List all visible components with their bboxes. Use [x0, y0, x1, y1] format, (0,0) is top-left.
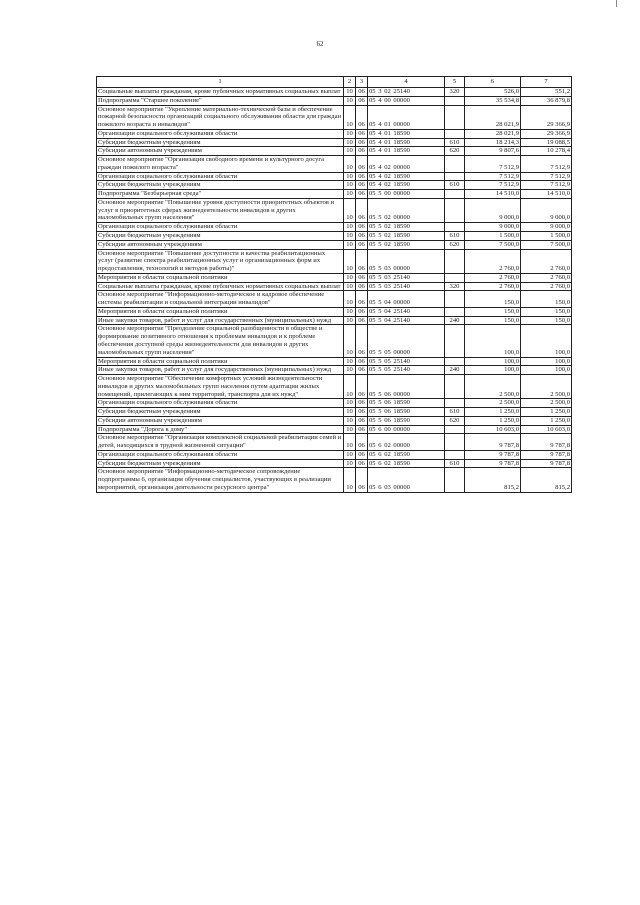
- table-row: [97, 273, 572, 282]
- row-section-cell: 10: [344, 416, 356, 425]
- row-amount-col7-cell: 100,0: [521, 325, 572, 357]
- row-amount-col6-cell: 2 760,0: [465, 249, 521, 273]
- table-row: [97, 325, 572, 357]
- row-expense-type-cell: [445, 307, 465, 316]
- row-subsection-cell: 06: [356, 450, 368, 459]
- row-expense-type-cell: 240: [445, 366, 465, 375]
- row-name-cell: Иные закупки товаров, работ и услуг для государственных (муниципальных) нужд: [97, 366, 344, 375]
- table-row: [97, 408, 572, 417]
- row-name-cell: Мероприятия в области социальной политики: [97, 273, 344, 282]
- row-subsection-cell: 06: [356, 282, 368, 291]
- table-row: [97, 316, 572, 325]
- row-section-cell: 10: [344, 105, 356, 129]
- row-amount-col7-cell: 150,0: [521, 291, 572, 308]
- row-subsection-cell: 06: [356, 190, 368, 199]
- row-target-code-cell: 05 3 02 25140: [368, 88, 445, 97]
- row-subsection-cell: 06: [356, 249, 368, 273]
- row-section-cell: 10: [344, 408, 356, 417]
- row-amount-col7-cell: 2 760,0: [521, 282, 572, 291]
- row-name-cell: Социальные выплаты гражданам, кроме публичных нормативных социальных выплат: [97, 88, 344, 97]
- row-target-code-cell: 05 5 04 25140: [368, 307, 445, 316]
- header-col-2: 2: [344, 77, 356, 88]
- row-expense-type-cell: [445, 375, 465, 399]
- row-amount-col6-cell: 2 760,0: [465, 273, 521, 282]
- row-amount-col6-cell: 35 534,8: [465, 96, 521, 105]
- row-subsection-cell: 06: [356, 307, 368, 316]
- row-name-cell: Основное мероприятие "Укрепление материально-технической базы и обеспечение пожарной безопасности организаций социального обслуживания области для граждан пожилого возраста и инвалидов": [97, 105, 344, 129]
- row-section-cell: 10: [344, 459, 356, 468]
- row-section-cell: 10: [344, 316, 356, 325]
- table-row: [97, 425, 572, 434]
- row-subsection-cell: 06: [356, 366, 368, 375]
- row-expense-type-cell: 610: [445, 408, 465, 417]
- row-amount-col7-cell: 9 787,8: [521, 450, 572, 459]
- row-section-cell: 10: [344, 96, 356, 105]
- row-section-cell: 10: [344, 181, 356, 190]
- row-amount-col6-cell: 1 500,0: [465, 232, 521, 241]
- row-amount-col7-cell: 29 366,9: [521, 129, 572, 138]
- row-amount-col7-cell: 7 512,9: [521, 172, 572, 181]
- row-amount-col7-cell: 815,2: [521, 468, 572, 492]
- row-name-cell: Организации социального обслуживания области: [97, 172, 344, 181]
- row-amount-col7-cell: 100,0: [521, 357, 572, 366]
- row-subsection-cell: 06: [356, 198, 368, 222]
- row-section-cell: 10: [344, 138, 356, 147]
- row-amount-col6-cell: 9 787,8: [465, 450, 521, 459]
- row-section-cell: 10: [344, 232, 356, 241]
- row-amount-col7-cell: 150,0: [521, 316, 572, 325]
- table-row: [97, 138, 572, 147]
- row-target-code-cell: 05 4 02 18590: [368, 181, 445, 190]
- row-amount-col7-cell: 10 278,4: [521, 147, 572, 156]
- row-subsection-cell: 06: [356, 105, 368, 129]
- row-expense-type-cell: 320: [445, 88, 465, 97]
- row-amount-col7-cell: 100,0: [521, 366, 572, 375]
- row-name-cell: Субсидии автономным учреждениям: [97, 240, 344, 249]
- row-amount-col7-cell: 7 512,9: [521, 181, 572, 190]
- row-subsection-cell: 06: [356, 291, 368, 308]
- row-target-code-cell: 05 5 05 00000: [368, 325, 445, 357]
- table-row: [97, 129, 572, 138]
- row-target-code-cell: 05 5 06 00000: [368, 375, 445, 399]
- row-section-cell: 10: [344, 366, 356, 375]
- row-section-cell: 10: [344, 291, 356, 308]
- row-section-cell: 10: [344, 147, 356, 156]
- row-name-cell: Субсидии автономным учреждениям: [97, 147, 344, 156]
- row-target-code-cell: 05 6 02 18590: [368, 450, 445, 459]
- row-expense-type-cell: 610: [445, 232, 465, 241]
- row-name-cell: Субсидии бюджетным учреждениям: [97, 181, 344, 190]
- row-section-cell: 10: [344, 282, 356, 291]
- row-expense-type-cell: [445, 434, 465, 451]
- row-amount-col6-cell: 150,0: [465, 316, 521, 325]
- row-target-code-cell: 05 6 02 00000: [368, 434, 445, 451]
- row-subsection-cell: 06: [356, 147, 368, 156]
- page-number: 62: [316, 40, 324, 48]
- row-name-cell: Основное мероприятие "Повышение уровня доступности приоритетных объектов и услуг в приоритетных сферах жизнедеятельности инвалидов и других маломобильных групп населения": [97, 198, 344, 222]
- header-col-1: 1: [97, 77, 344, 88]
- row-section-cell: 10: [344, 88, 356, 97]
- row-amount-col7-cell: 9 787,8: [521, 459, 572, 468]
- row-amount-col7-cell: 14 510,0: [521, 190, 572, 199]
- row-section-cell: 10: [344, 190, 356, 199]
- row-subsection-cell: 06: [356, 232, 368, 241]
- row-amount-col6-cell: 9 000,0: [465, 223, 521, 232]
- row-amount-col6-cell: 100,0: [465, 325, 521, 357]
- row-target-code-cell: 05 4 01 18590: [368, 147, 445, 156]
- row-target-code-cell: 05 5 06 18590: [368, 399, 445, 408]
- row-section-cell: 10: [344, 425, 356, 434]
- row-section-cell: 10: [344, 198, 356, 222]
- row-name-cell: Субсидии бюджетным учреждениям: [97, 138, 344, 147]
- row-section-cell: 10: [344, 129, 356, 138]
- row-expense-type-cell: [445, 198, 465, 222]
- header-col-4: 4: [368, 77, 445, 88]
- row-name-cell: Социальные выплаты гражданам, кроме публичных нормативных социальных выплат: [97, 282, 344, 291]
- row-amount-col7-cell: 7 512,9: [521, 156, 572, 173]
- table-row: [97, 105, 572, 129]
- row-amount-col7-cell: 2 760,0: [521, 249, 572, 273]
- row-amount-col6-cell: 28 021,9: [465, 105, 521, 129]
- row-target-code-cell: 05 6 03 00000: [368, 468, 445, 492]
- row-expense-type-cell: 240: [445, 316, 465, 325]
- row-amount-col7-cell: 19 088,5: [521, 138, 572, 147]
- row-expense-type-cell: [445, 190, 465, 199]
- row-amount-col7-cell: 2 500,0: [521, 375, 572, 399]
- row-subsection-cell: 06: [356, 129, 368, 138]
- row-section-cell: 10: [344, 434, 356, 451]
- row-amount-col7-cell: 7 500,0: [521, 240, 572, 249]
- row-expense-type-cell: [445, 223, 465, 232]
- row-amount-col7-cell: 29 366,9: [521, 105, 572, 129]
- row-amount-col6-cell: 100,0: [465, 366, 521, 375]
- table-row: [97, 307, 572, 316]
- row-subsection-cell: 06: [356, 240, 368, 249]
- row-name-cell: Мероприятия в области социальной политики: [97, 357, 344, 366]
- table-row: [97, 399, 572, 408]
- row-expense-type-cell: [445, 156, 465, 173]
- row-expense-type-cell: 320: [445, 282, 465, 291]
- row-name-cell: Организации социального обслуживания области: [97, 129, 344, 138]
- row-expense-type-cell: 620: [445, 416, 465, 425]
- row-target-code-cell: 05 5 02 18590: [368, 232, 445, 241]
- row-section-cell: 10: [344, 307, 356, 316]
- table-row: [97, 240, 572, 249]
- row-amount-col6-cell: 28 021,9: [465, 129, 521, 138]
- row-name-cell: Основное мероприятие "Повышение доступности и качества реабилитационных услуг (развитие спектра реабилитационных услуг и организационных форм их предоставления, технологий и методов работы)": [97, 249, 344, 273]
- row-expense-type-cell: 610: [445, 459, 465, 468]
- row-amount-col7-cell: 1 250,0: [521, 416, 572, 425]
- row-amount-col6-cell: 1 250,0: [465, 408, 521, 417]
- table-row: [97, 416, 572, 425]
- row-target-code-cell: 05 4 01 18590: [368, 138, 445, 147]
- row-name-cell: Подпрограмма "Старшее поколение": [97, 96, 344, 105]
- table-row: [97, 172, 572, 181]
- row-subsection-cell: 06: [356, 399, 368, 408]
- row-subsection-cell: 06: [356, 468, 368, 492]
- row-subsection-cell: 06: [356, 172, 368, 181]
- row-name-cell: Организации социального обслуживания области: [97, 223, 344, 232]
- row-amount-col6-cell: 9 787,8: [465, 434, 521, 451]
- row-name-cell: Организации социального обслуживания области: [97, 399, 344, 408]
- row-section-cell: 10: [344, 172, 356, 181]
- row-target-code-cell: 05 5 06 18590: [368, 408, 445, 417]
- row-section-cell: 10: [344, 223, 356, 232]
- row-target-code-cell: 05 6 00 00000: [368, 425, 445, 434]
- row-section-cell: 10: [344, 357, 356, 366]
- table-row: [97, 249, 572, 273]
- row-amount-col6-cell: 2 500,0: [465, 399, 521, 408]
- row-subsection-cell: 06: [356, 425, 368, 434]
- row-subsection-cell: 06: [356, 408, 368, 417]
- row-amount-col7-cell: 1 250,0: [521, 408, 572, 417]
- row-amount-col7-cell: 10 603,0: [521, 425, 572, 434]
- row-amount-col6-cell: 10 603,0: [465, 425, 521, 434]
- row-subsection-cell: 06: [356, 181, 368, 190]
- table-row: [97, 223, 572, 232]
- row-target-code-cell: 05 5 02 18590: [368, 240, 445, 249]
- table-row: [97, 459, 572, 468]
- row-target-code-cell: 05 4 02 18590: [368, 172, 445, 181]
- row-name-cell: Субсидии бюджетным учреждениям: [97, 408, 344, 417]
- table-row: [97, 375, 572, 399]
- row-amount-col6-cell: 7 512,9: [465, 181, 521, 190]
- row-amount-col6-cell: 18 214,3: [465, 138, 521, 147]
- row-target-code-cell: 05 5 04 25140: [368, 316, 445, 325]
- row-name-cell: Основное мероприятие "Обеспечение комфортных условий жизнедеятельности инвалидов и других маломобильных групп населения путем адаптации жилых помещений, прилегающих к ним территорий, транспорта для их нужд": [97, 375, 344, 399]
- row-target-code-cell: 05 4 01 00000: [368, 105, 445, 129]
- row-amount-col7-cell: 36 879,8: [521, 96, 572, 105]
- row-amount-col6-cell: 9 787,8: [465, 459, 521, 468]
- row-expense-type-cell: [445, 399, 465, 408]
- row-amount-col7-cell: 2 500,0: [521, 399, 572, 408]
- row-name-cell: Субсидии бюджетным учреждениям: [97, 459, 344, 468]
- row-amount-col6-cell: 1 250,0: [465, 416, 521, 425]
- table-row: [97, 468, 572, 492]
- row-amount-col7-cell: 150,0: [521, 307, 572, 316]
- table-row: [97, 96, 572, 105]
- header-col-7: 7: [521, 77, 572, 88]
- table-row: [97, 190, 572, 199]
- row-target-code-cell: 05 5 02 00000: [368, 198, 445, 222]
- row-amount-col6-cell: 2 500,0: [465, 375, 521, 399]
- row-expense-type-cell: 610: [445, 181, 465, 190]
- table-row: [97, 232, 572, 241]
- row-expense-type-cell: [445, 325, 465, 357]
- row-subsection-cell: 06: [356, 96, 368, 105]
- row-expense-type-cell: [445, 172, 465, 181]
- row-subsection-cell: 06: [356, 325, 368, 357]
- row-target-code-cell: 05 5 05 25140: [368, 366, 445, 375]
- row-target-code-cell: 05 5 03 25140: [368, 273, 445, 282]
- row-section-cell: 10: [344, 240, 356, 249]
- table-row: [97, 366, 572, 375]
- row-expense-type-cell: [445, 96, 465, 105]
- table-row: [97, 147, 572, 156]
- row-section-cell: 10: [344, 375, 356, 399]
- row-target-code-cell: 05 5 03 00000: [368, 249, 445, 273]
- row-target-code-cell: 05 6 02 18590: [368, 459, 445, 468]
- row-subsection-cell: 06: [356, 316, 368, 325]
- row-subsection-cell: 06: [356, 223, 368, 232]
- row-name-cell: Подпрограмма "Дорога к дому": [97, 425, 344, 434]
- row-target-code-cell: 05 4 01 18590: [368, 129, 445, 138]
- table-row: [97, 434, 572, 451]
- row-expense-type-cell: 610: [445, 138, 465, 147]
- row-subsection-cell: 06: [356, 138, 368, 147]
- row-target-code-cell: 05 5 05 25140: [368, 357, 445, 366]
- row-name-cell: Подпрограмма "Безбарьерная среда": [97, 190, 344, 199]
- row-subsection-cell: 06: [356, 375, 368, 399]
- row-subsection-cell: 06: [356, 459, 368, 468]
- row-expense-type-cell: [445, 450, 465, 459]
- row-section-cell: 10: [344, 156, 356, 173]
- row-target-code-cell: 05 5 06 18590: [368, 416, 445, 425]
- row-section-cell: 10: [344, 399, 356, 408]
- row-subsection-cell: 06: [356, 434, 368, 451]
- row-amount-col7-cell: 9 000,0: [521, 198, 572, 222]
- row-expense-type-cell: [445, 129, 465, 138]
- row-amount-col7-cell: 2 760,0: [521, 273, 572, 282]
- row-expense-type-cell: [445, 105, 465, 129]
- row-amount-col6-cell: 150,0: [465, 291, 521, 308]
- row-target-code-cell: 05 5 00 00000: [368, 190, 445, 199]
- table-row: [97, 181, 572, 190]
- row-section-cell: 10: [344, 273, 356, 282]
- row-amount-col7-cell: 9 787,8: [521, 434, 572, 451]
- row-expense-type-cell: [445, 291, 465, 308]
- row-target-code-cell: 05 5 02 18590: [368, 223, 445, 232]
- row-target-code-cell: 05 5 03 25140: [368, 282, 445, 291]
- table-row: [97, 88, 572, 97]
- row-expense-type-cell: 620: [445, 147, 465, 156]
- table-row: [97, 291, 572, 308]
- table-row: [97, 156, 572, 173]
- row-name-cell: Основное мероприятие "Организация свободного времени и культурного досуга граждан пожилого возраста": [97, 156, 344, 173]
- row-amount-col7-cell: 551,2: [521, 88, 572, 97]
- row-subsection-cell: 06: [356, 416, 368, 425]
- row-subsection-cell: 06: [356, 357, 368, 366]
- row-amount-col6-cell: 7 512,9: [465, 172, 521, 181]
- row-name-cell: Субсидии автономным учреждениям: [97, 416, 344, 425]
- row-section-cell: 10: [344, 450, 356, 459]
- scan-edge-mark: [616, 0, 617, 7]
- row-amount-col6-cell: 9 000,0: [465, 198, 521, 222]
- table-row: [97, 282, 572, 291]
- table-header-row: [97, 77, 572, 88]
- row-subsection-cell: 06: [356, 156, 368, 173]
- row-name-cell: Организации социального обслуживания области: [97, 450, 344, 459]
- row-name-cell: Основное мероприятие "Организация комплексной социальной реабилитации семей и детей, находящихся в трудной жизненной ситуации": [97, 434, 344, 451]
- row-section-cell: 10: [344, 468, 356, 492]
- row-name-cell: Основное мероприятие "Информационно-методическое и кадровое обеспечение системы реабилитации и социальной интеграции инвалидов": [97, 291, 344, 308]
- row-expense-type-cell: 620: [445, 240, 465, 249]
- row-name-cell: Основное мероприятие "Преодоление социальной разобщенности в обществе и формирование позитивного отношения к проблемам инвалидов и к проблеме обеспечения доступной среды жизнедеятельности для инвалидов и других маломобильных групп населения": [97, 325, 344, 357]
- row-subsection-cell: 06: [356, 88, 368, 97]
- row-expense-type-cell: [445, 249, 465, 273]
- budget-table: [96, 76, 572, 493]
- row-amount-col6-cell: 526,0: [465, 88, 521, 97]
- row-name-cell: Субсидии бюджетным учреждениям: [97, 232, 344, 241]
- row-target-code-cell: 05 4 00 00000: [368, 96, 445, 105]
- header-col-5: 5: [445, 77, 465, 88]
- table-row: [97, 450, 572, 459]
- table-row: [97, 357, 572, 366]
- row-expense-type-cell: [445, 468, 465, 492]
- table-body: [97, 88, 572, 493]
- row-amount-col7-cell: 9 000,0: [521, 223, 572, 232]
- row-amount-col6-cell: 150,0: [465, 307, 521, 316]
- row-name-cell: Мероприятия в области социальной политики: [97, 307, 344, 316]
- row-expense-type-cell: [445, 357, 465, 366]
- row-amount-col6-cell: 7 512,9: [465, 156, 521, 173]
- row-section-cell: 10: [344, 249, 356, 273]
- row-amount-col7-cell: 1 500,0: [521, 232, 572, 241]
- row-target-code-cell: 05 5 04 00000: [368, 291, 445, 308]
- row-expense-type-cell: [445, 425, 465, 434]
- header-col-3: 3: [356, 77, 368, 88]
- row-amount-col6-cell: 14 510,0: [465, 190, 521, 199]
- row-amount-col6-cell: 100,0: [465, 357, 521, 366]
- row-name-cell: Иные закупки товаров, работ и услуг для государственных (муниципальных) нужд: [97, 316, 344, 325]
- row-target-code-cell: 05 4 02 00000: [368, 156, 445, 173]
- row-subsection-cell: 06: [356, 273, 368, 282]
- row-amount-col6-cell: 7 500,0: [465, 240, 521, 249]
- row-amount-col6-cell: 9 807,6: [465, 147, 521, 156]
- row-section-cell: 10: [344, 325, 356, 357]
- header-col-6: 6: [465, 77, 521, 88]
- row-expense-type-cell: [445, 273, 465, 282]
- row-amount-col6-cell: 815,2: [465, 468, 521, 492]
- table-row: [97, 198, 572, 222]
- row-name-cell: Основное мероприятие "Информационно-методическое сопровождение подпрограммы 6, организация обучения специалистов, участвующих в реализации мероприятий, организация деятельности ресурсного центра": [97, 468, 344, 492]
- row-amount-col6-cell: 2 760,0: [465, 282, 521, 291]
